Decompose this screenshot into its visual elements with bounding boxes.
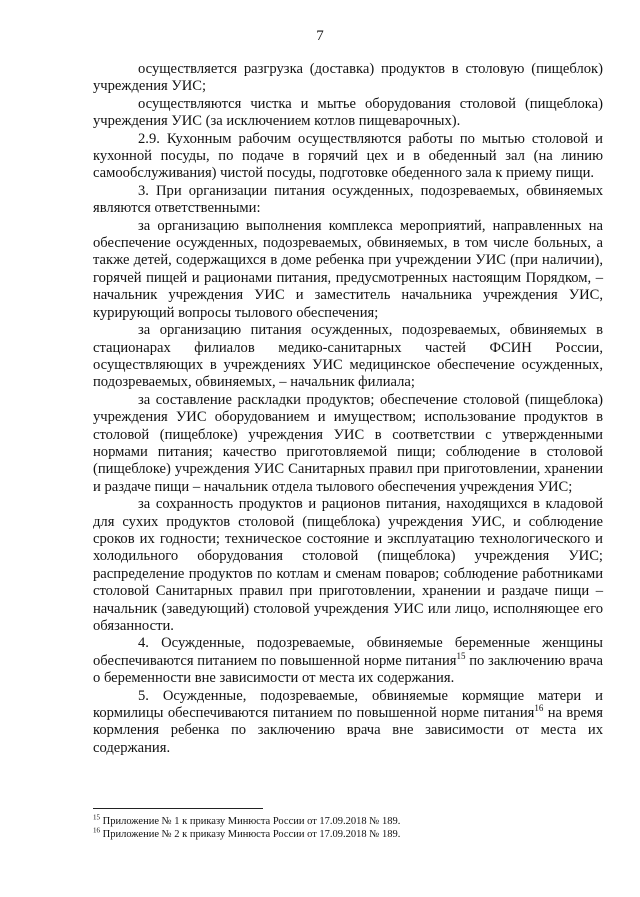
paragraph-5 [93,688,603,758]
paragraph: за организацию питания осужденных, подозреваемых, обвиняемых в стационарах филиалов медико-санитарных частей ФСИН России, осуществляющих в учреждениях УИС медицинское обеспечение осужденных, подозреваемых, обвиняемых, – начальник филиала; [93,322,603,391]
paragraph: за организацию выполнения комплекса мероприятий, направленных на обеспечение осужденных, подозреваемых, обвиняемых, в том числе больных, а также детей, содержащихся в доме ребенка при учреждении УИС (при наличии), горячей пищей и рационами питания, предусмотренных настоящим Порядком, – начальник учреждения УИС и заместитель начальника учреждения УИС, курирующий вопросы тылового обеспечения; [93,217,603,321]
paragraph: 3. При организации питания осужденных, подозреваемых, обвиняемых являются ответственными: [93,182,603,217]
paragraph-text: по заключению врача о беременности вне зависимости от места их содержания. [93,652,603,687]
footnote-ref[interactable]: 16 [534,703,544,714]
paragraph: осуществляются чистка и мытье оборудования столовой (пищеблока) учреждения УИС (за исключением котлов пищеварочных). [93,95,603,130]
footnote-ref[interactable]: 15 [456,650,466,661]
paragraph-text: 4. Осужденные, подозреваемые, обвиняемые беременные женщины обеспечиваются питанием по повышенной норме питания [93,635,603,669]
footnote-item [93,828,603,841]
page-number: 7 [316,28,324,44]
paragraph: за составление раскладки продуктов; обеспечение столовой (пищеблока) учреждения УИС оборудованием и имуществом; использование продуктов в столовой (пищеблоке) учреждения УИС в соответствии с утвержденными нормами питания; качество приготовляемой пищи; соблюдение в столовой (пищеблоке) учреждения УИС Санитарных правил при приготовлении, хранении и раздаче пищи – начальник отдела тылового обеспечения учреждения УИС; [93,391,603,495]
paragraph: осуществляется разгрузка (доставка) продуктов в столовую (пищеблок) учреждения УИС; [93,61,603,95]
paragraph: 2.9. Кухонным рабочим осуществляются работы по мытью столовой и кухонной посуды, по подаче в горячий цех и в обеденный зал (на линию самообслуживания) чистой посуды, подготовке обеденного зала к приему пищи. [93,130,603,182]
footnotes [93,815,603,841]
footnote-text: Приложение № 1 к приказу Минюста России от 17.09.2018 № 189. [100,816,401,827]
footnote-text: Приложение № 2 к приказу Минюста России от 17.09.2018 № 189. [100,829,401,840]
footnote-number: 15 [93,813,100,822]
footnote-item [93,815,603,828]
paragraph: за сохранность продуктов и рационов питания, находящихся в кладовой для сухих продуктов столовой (пищеблока) учреждения УИС, и соблюдение сроков их годности; техническое состояние и эксплуатацию технологического и холодильного оборудования столовой (пищеблока) учреждения УИС; распределение продуктов по котлам и сменам поваров; соблюдение работниками столовой Санитарных правил при приготовлении, хранении и раздаче пищи – начальник (заведующий) столовой учреждения УИС или лицо, исполняющее его обязанности. [93,496,603,634]
paragraph-text: 5. Осужденные, подозреваемые, обвиняемые кормящие матери и кормилицы обеспечиваются питанием по повышенной норме питания [93,687,603,722]
footnote-number: 16 [93,826,100,835]
footnote-divider [93,808,263,809]
paragraph-4 [93,635,603,687]
paragraph-text: на время кормления ребенка по заключению врача вне зависимости от места их содержания. [93,705,604,756]
document-body [93,61,603,757]
